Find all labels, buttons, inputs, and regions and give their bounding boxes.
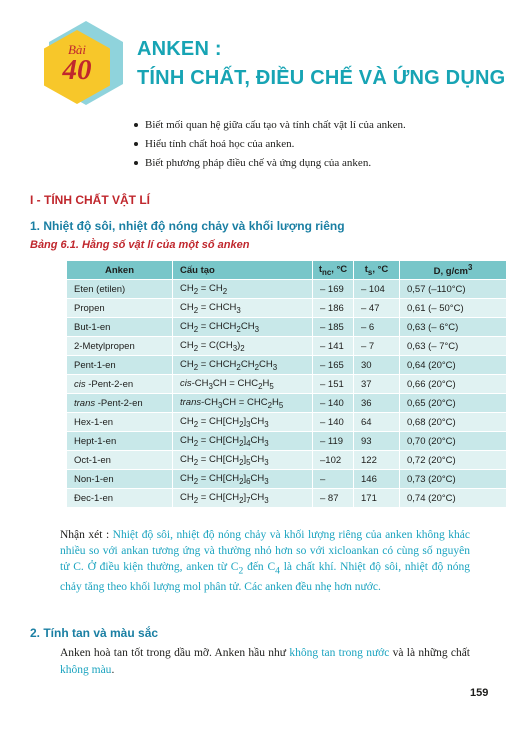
- solubility-paragraph: Anken hoà tan tốt trong dầu mỡ. Anken hầu như không tan trong nước và là những chất không màu.: [60, 647, 470, 676]
- cell-boiling-point: – 104: [354, 280, 400, 299]
- header-structure: Cấu tạo: [173, 261, 313, 280]
- cell-structure: $CH_2 = CH[CH_2]_4CH_3$: [173, 432, 313, 451]
- cell-boiling-point: 122: [354, 451, 400, 470]
- cell-boiling-point: 64: [354, 413, 400, 432]
- cell-boiling-point: – 6: [354, 318, 400, 337]
- cell-name: Non-1-en: [67, 470, 173, 489]
- cell-boiling-point: 30: [354, 356, 400, 375]
- bullet-icon: [134, 123, 138, 127]
- lesson-title-line2: TÍNH CHẤT, ĐIỀU CHẾ VÀ ỨNG DỤNG: [137, 67, 506, 89]
- cell-boiling-point: 37: [354, 375, 400, 394]
- cell-name: Pent-1-en: [67, 356, 173, 375]
- cell-density: 0,64 (20°C): [400, 356, 507, 375]
- header-density: D, $g/cm^3$: [400, 261, 507, 280]
- cell-melting-point: – 141: [313, 337, 354, 356]
- cell-melting-point: – 169: [313, 280, 354, 299]
- cell-melting-point: – 140: [313, 413, 354, 432]
- learning-objectives: [134, 116, 406, 173]
- table-row: [67, 451, 507, 470]
- table-row: [67, 413, 507, 432]
- cell-name: trans -Pent-2-en: [67, 394, 173, 413]
- cell-melting-point: – 119: [313, 432, 354, 451]
- cell-structure: $CH_2 = CH[CH_2]_3CH_3$: [173, 413, 313, 432]
- cell-density: 0,68 (20°C): [400, 413, 507, 432]
- bullet-icon: [134, 161, 138, 165]
- cell-density: 0,70 (20°C): [400, 432, 507, 451]
- header-melting-point: $t_{nc}$, °C: [313, 261, 354, 280]
- cell-density: 0,72 (20°C): [400, 451, 507, 470]
- cell-structure: $CH_2 = CH[CH_2]_7CH_3$: [173, 489, 313, 508]
- cell-density: 0,61 (– 50°C): [400, 299, 507, 318]
- cell-name: Propen: [67, 299, 173, 318]
- table-row: [67, 375, 507, 394]
- lesson-title-line1: ANKEN :: [137, 38, 222, 60]
- cell-name: 2-Metylpropen: [67, 337, 173, 356]
- cell-melting-point: – 140: [313, 394, 354, 413]
- subsection-heading-solubility-color: 2. Tính tan và màu sắc: [30, 626, 159, 640]
- header-name: Anken: [67, 261, 173, 280]
- objective-text: Hiểu tính chất hoá học của anken.: [145, 138, 295, 150]
- cell-density: 0,73 (20°C): [400, 470, 507, 489]
- cell-boiling-point: 93: [354, 432, 400, 451]
- cell-name: Hex-1-en: [67, 413, 173, 432]
- page-number: 159: [470, 687, 489, 699]
- cell-boiling-point: – 7: [354, 337, 400, 356]
- cell-boiling-point: 36: [354, 394, 400, 413]
- cell-density: 0,57 (–110°C): [400, 280, 507, 299]
- remark-paragraph: Nhận xét : Nhiệt độ sôi, nhiệt độ nóng chảy và khối lượng riêng của anken không khác nhiều so với ankan tương ứng và thường nhỏ hơn so với xicloankan có cùng số nguyên tử C. Ở điều kiện thường, anken từ $C_2$ đến $C_4$ là chất khí. Nhiệt độ sôi, nhiệt độ nóng chảy tăng theo khối lượng mol phân tử. Các anken đều nhẹ hơn nước.: [60, 529, 470, 594]
- cell-structure: $CH_2 = CH_2$: [173, 280, 313, 299]
- table-row: [67, 432, 507, 451]
- cell-melting-point: – 185: [313, 318, 354, 337]
- cell-melting-point: – 186: [313, 299, 354, 318]
- table-row: [67, 337, 507, 356]
- table-caption: Bảng 6.1. Hằng số vật lí của một số anken: [30, 239, 250, 251]
- objective-text: Biết mối quan hệ giữa cấu tạo và tính chất vật lí của anken.: [145, 119, 406, 131]
- cell-density: 0,66 (20°C): [400, 375, 507, 394]
- cell-structure: $CH_2$ = $CHCH_3$: [173, 299, 313, 318]
- cell-name: But-1-en: [67, 318, 173, 337]
- lesson-word: Bài: [67, 42, 87, 57]
- remark-label: Nhận xét :: [60, 529, 110, 541]
- cell-density: 0,74 (20°C): [400, 489, 507, 508]
- table-row: [67, 394, 507, 413]
- cell-name: Oct-1-en: [67, 451, 173, 470]
- table-row: [67, 318, 507, 337]
- subsection-heading-boiling-melting-density: 1. Nhiệt độ sôi, nhiệt độ nóng chảy và khối lượng riêng: [30, 219, 345, 233]
- cell-structure: $CH_2$ = $CHCH_2CH_2CH_3$: [173, 356, 313, 375]
- cell-structure: cis-$CH_3CH = CHC_2H_5$: [173, 375, 313, 394]
- bullet-icon: [134, 142, 138, 146]
- objective-text: Biết phương pháp điều chế và ứng dụng của anken.: [145, 157, 372, 169]
- cell-structure: $CH_2$ = $CHCH_2CH_3$: [173, 318, 313, 337]
- cell-density: 0,65 (20°C): [400, 394, 507, 413]
- cell-density: 0,63 (– 6°C): [400, 318, 507, 337]
- cell-boiling-point: 146: [354, 470, 400, 489]
- alkene-physical-constants-table: [66, 260, 507, 508]
- cell-melting-point: – 151: [313, 375, 354, 394]
- table-row: [67, 489, 507, 508]
- cell-name: Eten (etilen): [67, 280, 173, 299]
- objective-item: [134, 135, 406, 154]
- cell-structure: $CH_2 = C(CH_3)_2$: [173, 337, 313, 356]
- header-boiling-point: $t_s$, °C: [354, 261, 400, 280]
- cell-boiling-point: – 47: [354, 299, 400, 318]
- cell-structure: trans-$CH_3CH = CHC_2H_5$: [173, 394, 313, 413]
- cell-melting-point: – 87: [313, 489, 354, 508]
- highlight-colorless: không màu: [60, 664, 112, 676]
- objective-item: [134, 116, 406, 135]
- cell-melting-point: –102: [313, 451, 354, 470]
- cell-structure: $CH_2 = CH[CH_2]_5CH_3$: [173, 451, 313, 470]
- cell-boiling-point: 171: [354, 489, 400, 508]
- lesson-number: 40: [62, 54, 92, 86]
- table-row: [67, 356, 507, 375]
- cell-density: 0,63 (– 7°C): [400, 337, 507, 356]
- cell-name: Đec-1-en: [67, 489, 173, 508]
- objective-item: [134, 154, 406, 173]
- table-row: [67, 470, 507, 489]
- section-heading-physical-properties: I - TÍNH CHẤT VẬT LÍ: [30, 193, 150, 207]
- table-row: [67, 280, 507, 299]
- cell-melting-point: – 165: [313, 356, 354, 375]
- table-row: [67, 299, 507, 318]
- cell-structure: $CH_2 = CH[CH_2]_6CH_3$: [173, 470, 313, 489]
- cell-name: Hept-1-en: [67, 432, 173, 451]
- table-header-row: [67, 261, 507, 280]
- cell-melting-point: –: [313, 470, 354, 489]
- highlight-insoluble: không tan trong nước: [289, 647, 390, 659]
- cell-name: cis -Pent-2-en: [67, 375, 173, 394]
